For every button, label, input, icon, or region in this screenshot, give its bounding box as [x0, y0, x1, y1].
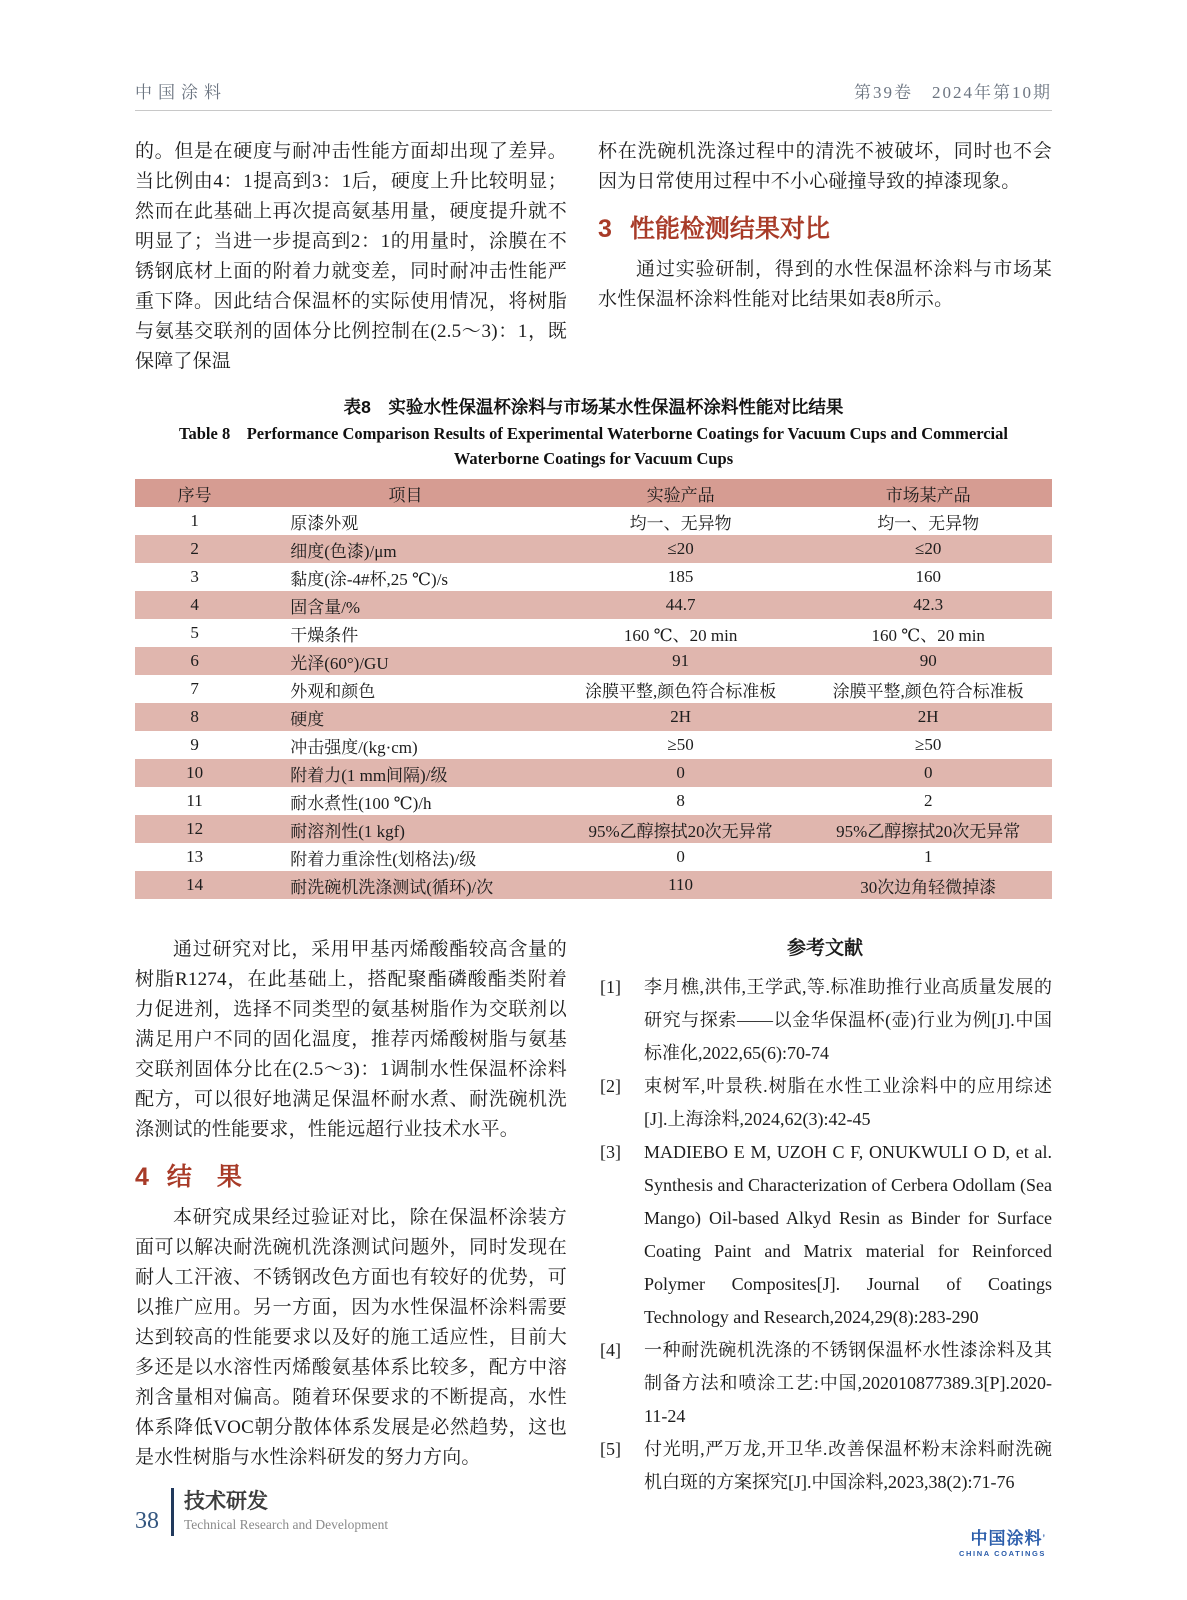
cell-item: 干燥条件	[290, 625, 359, 645]
reference-text: 李月樵,洪伟,王学武,等.标准助推行业高质量发展的研究与探索——以金华保温杯(壶)行业为例[J].中国标准化,2022,65(6):70-74	[644, 977, 1052, 1063]
col-header-item: 项目	[388, 485, 423, 505]
cell-item: 外观和颜色	[290, 681, 376, 701]
section3-heading	[598, 213, 1052, 245]
running-head	[135, 0, 1052, 103]
cell-index: 9	[190, 735, 199, 754]
cell-market: 2H	[917, 707, 939, 726]
cell-experimental: ≤20	[667, 539, 694, 558]
cell-experimental: 110	[668, 875, 694, 894]
table-row	[135, 759, 1052, 787]
cell-index: 10	[186, 763, 204, 782]
table8-caption-en-line2: Waterborne Coatings for Vacuum Cups	[453, 449, 734, 468]
reference-item	[598, 971, 1052, 1070]
table-row	[135, 843, 1052, 871]
cell-item: 原漆外观	[290, 513, 359, 533]
cell-market: ≤20	[915, 539, 942, 558]
cell-index: 5	[190, 623, 199, 642]
cell-index: 4	[190, 595, 199, 614]
cell-index: 6	[190, 651, 199, 670]
table-header-row	[135, 479, 1052, 507]
table-row	[135, 871, 1052, 899]
footer-section-en: Technical Research and Development	[184, 1517, 389, 1532]
cell-index: 14	[186, 875, 204, 894]
table8-caption-en-line1: Table 8 Performance Comparison Results of Experimental Waterborne Coatings for Vacuum Cups and Commercial	[179, 424, 1008, 443]
references-column	[598, 935, 1052, 1559]
page-number: 38	[135, 1508, 159, 1534]
cell-item: 固含量/%	[290, 597, 361, 617]
cell-item: 细度(色漆)/μm	[290, 541, 397, 561]
discussion-paragraph: 通过研究对比，采用甲基丙烯酸酯较高含量的树脂R1274，在此基础上，搭配聚酯磷酸酯类附着力促进剂，选择不同类型的氨基树脂作为交联剂以满足用户不同的固化温度，推荐丙烯酸树脂与氨基交联剂固体分比在(2.5～3)：1调制水性保温杯涂料配方，可以很好地满足保温杯耐水煮、耐洗碗机洗涤测试的性能要求，性能远超行业技术水平。	[135, 939, 567, 1140]
cell-item: 硬度	[290, 709, 325, 729]
header-rule	[135, 110, 1052, 111]
cell-market: 42.3	[913, 595, 944, 614]
cell-index: 13	[186, 847, 204, 866]
cell-item: 附着力重涂性(划格法)/级	[290, 849, 477, 869]
reference-number: [2]	[600, 1076, 621, 1096]
section4-number: 4	[135, 1163, 149, 1191]
reference-number: [3]	[600, 1142, 621, 1162]
footer-divider-bar	[171, 1488, 174, 1536]
cell-market: ≥50	[915, 735, 942, 754]
cell-market: 30次边角轻微掉漆	[860, 877, 997, 897]
references-list	[598, 971, 1052, 1499]
col-header-market: 市场某产品	[885, 485, 971, 505]
table-row	[135, 815, 1052, 843]
reference-number: [5]	[600, 1439, 621, 1459]
table-row	[135, 591, 1052, 619]
reference-number: [4]	[600, 1340, 621, 1360]
cell-index: 8	[190, 707, 199, 726]
cell-experimental: ≥50	[667, 735, 694, 754]
reference-item	[598, 1334, 1052, 1433]
cell-item: 耐洗碗机洗涤测试(循环)/次	[290, 877, 494, 897]
comparison-table-body	[135, 507, 1052, 899]
table8-block	[135, 395, 1052, 899]
conclusion-left-column	[135, 935, 567, 1559]
cell-market: 涂膜平整,颜色符合标准板	[832, 681, 1024, 701]
comparison-table	[135, 479, 1052, 899]
cell-item: 冲击强度/(kg·cm)	[290, 737, 418, 757]
cell-item: 光泽(60°)/GU	[290, 653, 389, 673]
logo-zh-label: 中国涂料	[970, 1529, 1043, 1548]
cell-market: 160	[915, 567, 941, 586]
cell-index: 1	[190, 511, 199, 530]
section3-paragraph: 通过实验研制，得到的水性保温杯涂料与市场某水性保温杯涂料性能对比结果如表8所示。	[598, 259, 1052, 310]
cell-item: 耐溶剂性(1 kgf)	[290, 821, 405, 841]
cell-index: 3	[190, 567, 199, 586]
comparison-table-head	[135, 479, 1052, 507]
table8-caption-en	[135, 421, 1052, 471]
logo-trademark-icon: ’	[1042, 1533, 1046, 1543]
cell-item: 耐水煮性(100 ℃)/h	[290, 793, 432, 813]
cell-experimental: 0	[676, 847, 685, 866]
intro-left-column	[135, 137, 567, 377]
journal-name: 中国涂料	[135, 83, 227, 102]
cell-market: 160 ℃、20 min	[871, 625, 985, 645]
table-row	[135, 507, 1052, 535]
section4-title: 结 果	[166, 1163, 242, 1191]
table-row	[135, 731, 1052, 759]
table-row	[135, 647, 1052, 675]
cell-experimental: 涂膜平整,颜色符合标准板	[584, 681, 777, 701]
paragraph-hardness-impact: 的。但是在硬度与耐冲击性能方面却出现了差异。当比例由4：1提高到3：1后，硬度上升比较明显；然而在此基础上再次提高氨基用量，硬度提升就不明显了；当进一步提高到2：1的用量时，涂膜在不锈钢底材上面的附着力就变差，同时耐冲击性能严重下降。因此结合保温杯的实际使用情况，将树脂与氨基交联剂的固体分比例控制在(2.5～3)：1，既保障了保温	[135, 141, 567, 372]
reference-item	[598, 1433, 1052, 1499]
cell-item: 附着力(1 mm间隔)/级	[290, 765, 448, 785]
reference-number: [1]	[600, 977, 621, 997]
logo-en-text: CHINA COATINGS	[959, 1549, 1046, 1558]
table8-caption-zh: 表8 实验水性保温杯涂料与市场某水性保温杯涂料性能对比结果	[343, 397, 844, 417]
col-header-experimental: 实验产品	[646, 485, 715, 505]
cell-market: 0	[923, 763, 933, 782]
section3-title: 性能检测结果对比	[629, 215, 830, 243]
section4-heading	[135, 1161, 567, 1193]
cell-index: 12	[186, 819, 204, 838]
china-coatings-logo	[598, 1529, 1052, 1559]
table-row	[135, 787, 1052, 815]
cell-item: 黏度(涂-4#杯,25 ℃)/s	[290, 569, 449, 589]
logo-zh-text	[970, 1529, 1046, 1548]
table-row	[135, 675, 1052, 703]
issue-info: 第39卷 2024年第10期	[854, 83, 1052, 102]
paragraph-dishwasher-durability: 杯在洗碗机洗涤过程中的清洗不被破坏，同时也不会因为日常使用过程中不小心碰撞导致的掉漆现象。	[598, 141, 1052, 192]
page-footer	[135, 1488, 388, 1536]
intro-columns	[135, 137, 1052, 377]
reference-text: 付光明,严万龙,开卫华.改善保温杯粉末涂料耐洗碗机白斑的方案探究[J].中国涂料,2023,38(2):71-76	[644, 1439, 1052, 1492]
cell-experimental: 8	[676, 791, 685, 810]
intro-right-column	[598, 137, 1052, 377]
section4-paragraph: 本研究成果经过验证对比，除在保温杯涂装方面可以解决耐洗碗机洗涤测试问题外，同时发现在耐人工汗液、不锈钢改色方面也有较好的优势，可以推广应用。另一方面，因为水性保温杯涂料需要达到较高的性能要求以及好的施工适应性，目前大多还是以水溶性丙烯酸氨基体系比较多，配方中溶剂含量相对偏高。随着环保要求的不断提高，水性体系降低VOC朝分散体体系发展是必然趋势，这也是水性树脂与水性涂料研发的努力方向。	[135, 1207, 567, 1468]
cell-market: 1	[923, 847, 933, 866]
reference-text: 束树军,叶景秩.树脂在水性工业涂料中的应用综述[J].上海涂料,2024,62(3):42-45	[644, 1076, 1052, 1129]
cell-experimental: 2H	[670, 707, 691, 726]
footer-section-zh: 技术研发	[184, 1490, 268, 1513]
reference-item	[598, 1136, 1052, 1334]
col-header-index: 序号	[177, 485, 212, 505]
references-title: 参考文献	[786, 938, 863, 959]
cell-market: 90	[919, 651, 937, 670]
cell-index: 11	[186, 791, 203, 810]
cell-experimental: 0	[676, 763, 685, 782]
reference-text: MADIEBO E M, UZOH C F, ONUKWULI O D, et al. Synthesis and Characterization of Cerbera Odollam (Sea Mango) Oil-based Alkyd Resin as Binder for Surface Coating Paint and Matrix material for Reinforced Polymer Composites[J]. Journal of Coatings Technology and Research,2024,29(8):283-290	[644, 1142, 1052, 1327]
cell-experimental: 185	[667, 567, 694, 586]
section3-number: 3	[598, 215, 612, 243]
reference-item	[598, 1070, 1052, 1136]
table-row	[135, 619, 1052, 647]
cell-index: 2	[190, 539, 199, 558]
table-row	[135, 703, 1052, 731]
cell-experimental: 95%乙醇擦拭20次无异常	[588, 821, 773, 841]
conclusion-columns	[135, 935, 1052, 1559]
table-row	[135, 535, 1052, 563]
cell-experimental: 91	[672, 651, 690, 670]
cell-market: 均一、无异物	[877, 513, 980, 533]
cell-experimental: 均一、无异物	[629, 513, 732, 533]
table-row	[135, 563, 1052, 591]
cell-index: 7	[190, 679, 199, 698]
cell-market: 2	[923, 791, 933, 810]
cell-experimental: 160 ℃、20 min	[623, 625, 738, 645]
cell-market: 95%乙醇擦拭20次无异常	[836, 821, 1021, 841]
reference-text: 一种耐洗碗机洗涤的不锈钢保温杯水性漆涂料及其制备方法和喷涂工艺:中国,202010877389.3[P].2020-11-24	[644, 1340, 1052, 1426]
cell-experimental: 44.7	[665, 595, 696, 614]
